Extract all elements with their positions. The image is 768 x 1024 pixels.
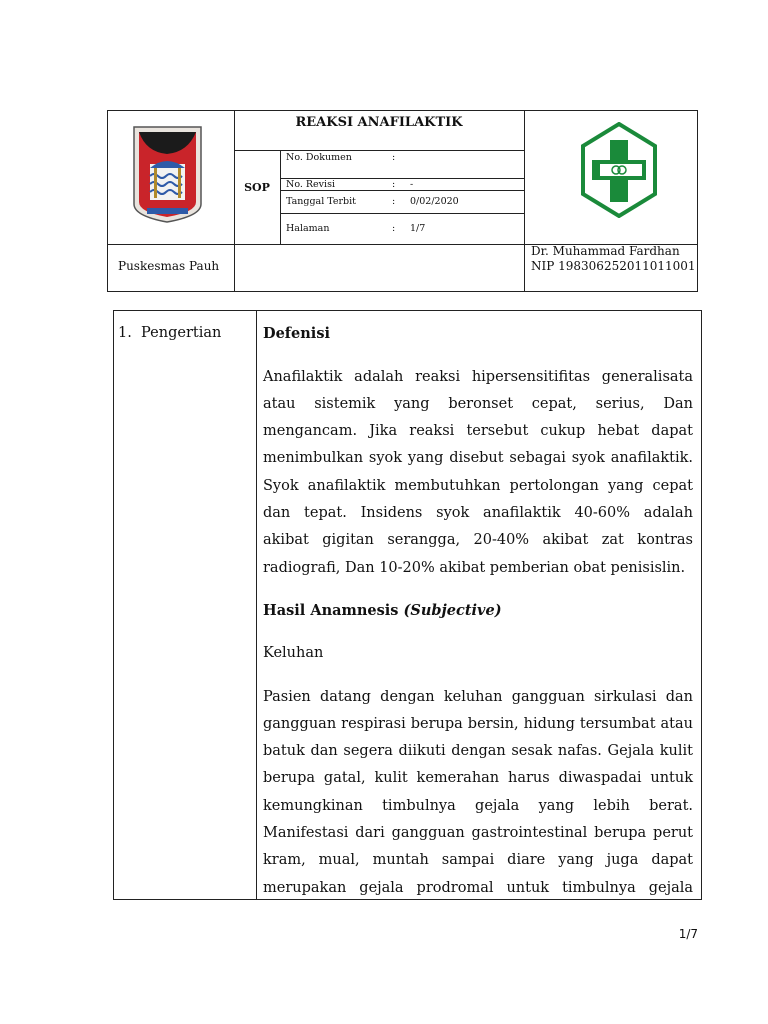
header-divider [280,190,524,191]
field-label-halaman: Halaman [286,223,330,234]
heading-anamnesis-text: Hasil Anamnesis [263,602,399,619]
header-divider [280,150,281,244]
content-divider [256,310,257,900]
signatory-name: Dr. Muhammad Fardhan [531,244,680,258]
sop-label: SOP [244,181,270,194]
text-line: berupa gatal, kulit kemerahan harus diwaspadai untuk [263,770,693,786]
document-title: REAKSI ANAFILAKTIK [295,115,463,130]
heading-defenisi: Defenisi [263,325,330,342]
field-colon: : [392,152,396,163]
text-line: Anafilaktik adalah reaksi hipersensitifitas generalisata [263,369,693,385]
field-colon: : [392,223,396,234]
header-divider [234,110,235,292]
text-line: batuk dan segera diikuti dengan sesak nafas. Gejala kulit [263,743,693,759]
field-value-no-revisi: - [410,179,414,190]
text-line: dan tepat. Insidens syok anafilaktik 40-60% adalah [263,505,693,521]
text-line: atau sistemik yang beronset cepat, serius, Dan [263,396,693,412]
field-label-no-dokumen: No. Dokumen [286,152,352,163]
field-value-tanggal-terbit: 0/02/2020 [410,196,459,207]
field-colon: : [392,179,396,190]
section-label-pengertian: 1. Pengertian [118,325,222,341]
page-number: 1/7 [678,927,698,941]
signatory-nip: NIP 198306252011011001 [531,259,696,273]
field-colon: : [392,196,396,207]
text-line: kemungkinan timbulnya gejala yang lebih berat. [263,798,693,814]
field-label-tanggal-terbit: Tanggal Terbit [286,196,356,207]
text-line: mengancam. Jika reaksi tersebut cukup hebat dapat [263,423,693,439]
text-line: Pasien datang dengan keluhan gangguan sirkulasi dan [263,689,693,705]
text-line: akibat gigitan serangga, 20-40% akibat zat kontras [263,532,693,548]
heading-anamnesis-italic: (Subjective) [403,602,502,619]
field-label-no-revisi: No. Revisi [286,179,335,190]
header-divider [280,213,524,214]
text-line: Manifestasi dari gangguan gastrointestinal berupa perut [263,825,693,841]
text-line: radiografi, Dan 10-20% akibat pemberian obat penisislin. [263,560,686,576]
text-line: merupakan gejala prodromal untuk timbulnya gejala [263,880,693,896]
text-line: menimbulkan syok yang disebut sebagai syok anafilaktik. [263,450,693,466]
puskesmas-cross-icon [580,122,658,218]
text-line: kram, mual, muntah sampai diare yang juga dapat [263,852,693,868]
text-line: gangguan respirasi berupa bersin, hidung tersumbat atau [263,716,693,732]
header-divider [524,110,525,292]
subheading-keluhan: Keluhan [263,645,324,661]
institution-name: Puskesmas Pauh [118,259,220,273]
heading-hasil-anamnesis [263,602,502,619]
text-line: Syok anafilaktik membutuhkan pertolongan yang cepat [263,478,693,494]
padang-emblem-icon [130,124,205,224]
field-value-halaman: 1/7 [410,223,426,234]
header-divider [234,150,524,151]
